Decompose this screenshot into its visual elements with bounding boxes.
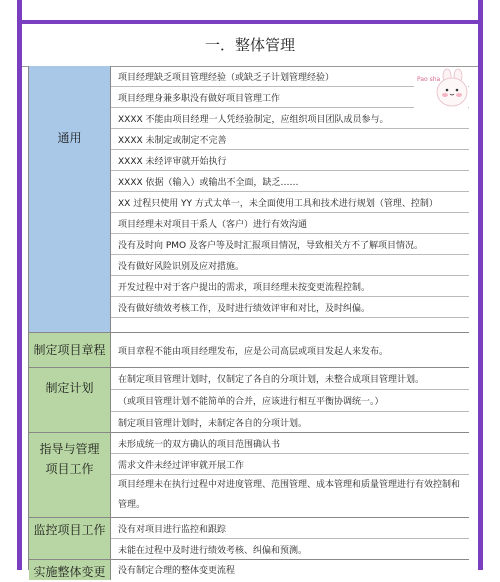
table-row: 未形成统一的双方确认的项目范围确认书 — [111, 433, 469, 454]
table-row: 项目经理缺乏项目管理经验（或缺乏子计划管理经验） — [111, 66, 469, 87]
table-row: 在制定项目管理计划时，仅制定了各自的分项计划，未整合成项目管理计划。 — [111, 368, 469, 390]
table-row: 项目经理身兼多职没有做好项目管理工作 — [111, 87, 469, 108]
section-label: 通用 — [29, 66, 111, 333]
section-label: 制定项目章程 — [29, 333, 111, 368]
section-change — [29, 560, 469, 580]
section-plan — [29, 368, 469, 433]
frame-border-right — [478, 0, 483, 570]
table-row: 没有对项目进行监控和跟踪 — [111, 518, 469, 539]
table-row: XXXX 未制定或制定不完善 — [111, 129, 469, 150]
table-row: 没有及时向 PMO 及客户等及时汇报项目情况，导致相关方不了解项目情况。 — [111, 234, 469, 255]
section-monitor — [29, 518, 469, 560]
table-row: （或项目管理计划不能简单的合并，应该进行相互平衡协调统一。） — [111, 390, 469, 412]
section-charter — [29, 333, 469, 368]
section-rows — [111, 433, 469, 518]
table-row: 制定项目管理计划时，未制定各自的分项计划。 — [111, 412, 469, 433]
issues-table — [28, 66, 469, 579]
section-rows — [111, 560, 469, 580]
table-row: 项目经理未在执行过程中对进度管理、范围管理、成本管理和质量管理进行有效控制和管理。 — [111, 475, 469, 518]
page-title: 一．整体管理 — [22, 24, 478, 67]
table-row: XX 过程只使用 YY 方式太单一，未全面使用工具和技术进行规划（管理、控制） — [111, 192, 469, 213]
section-rows — [111, 518, 469, 560]
table-row: XXXX 未经评审就开始执行 — [111, 150, 469, 171]
table-row: 开发过程中对于客户提出的需求，项目经理未按变更流程控制。 — [111, 276, 469, 297]
sticker-text: Pao sha — [417, 76, 441, 83]
section-label: 实施整体变更 — [29, 560, 111, 580]
table-row: 项目经理未对项目干系人（客户）进行有效沟通 — [111, 213, 469, 234]
section-rows — [111, 368, 469, 433]
table-row: 没有制定合理的整体变更流程 — [118, 566, 236, 576]
table-row: 没有做好风险识别及应对措施。 — [111, 255, 469, 276]
section-label: 制定计划 — [29, 368, 111, 433]
table-row — [111, 318, 469, 333]
table-row: 需求文件未经过评审就开展工作 — [111, 454, 469, 475]
frame-border-left — [17, 0, 22, 570]
table-row: 项目章程不能由项目经理发布，应是公司高层或项目发起人来发布。 — [111, 333, 469, 368]
section-rows — [111, 333, 469, 368]
table-row: XXXX 依据（输入）或输出不全面，缺乏…… — [111, 171, 469, 192]
section-direct-manage — [29, 433, 469, 518]
section-label: 监控项目工作 — [29, 518, 111, 560]
table-row: XXXX 不能由项目经理一人凭经验制定，应组织项目团队成员参与。 — [111, 108, 469, 129]
table-row: 未能在过程中及时进行绩效考核、纠偏和预测。 — [111, 539, 469, 560]
bunny-sticker-icon — [414, 68, 468, 114]
table-row: 没有做好绩效考核工作，及时进行绩效评审和对比，及时纠偏。 — [111, 297, 469, 318]
section-general — [29, 66, 469, 333]
section-label: 指导与管理项目工作 — [29, 433, 111, 518]
